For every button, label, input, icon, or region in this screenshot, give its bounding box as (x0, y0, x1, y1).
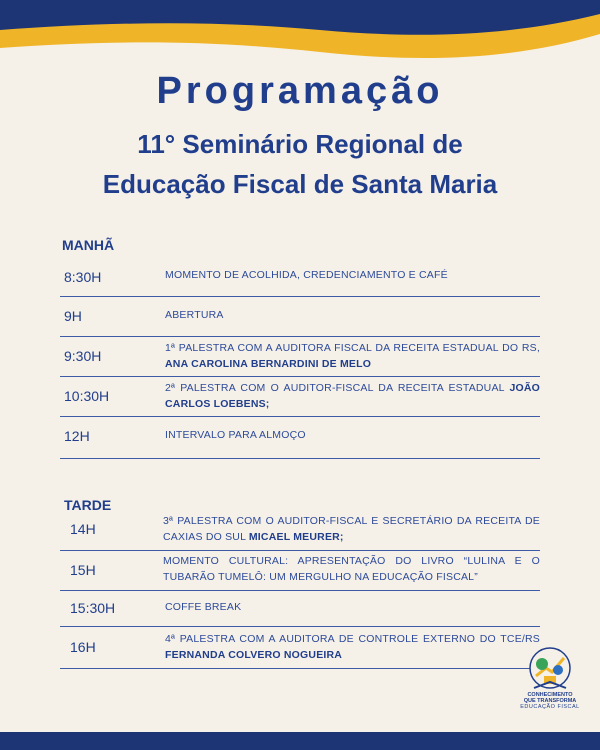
schedule-time: 9H (64, 308, 82, 324)
schedule-time: 12H (64, 428, 90, 444)
section-label-morning: MANHÃ (62, 237, 115, 253)
schedule-description: MOMENTO CULTURAL: APRESENTAÇÃO DO LIVRO “LULINA E O TUBARÃO TUMELÔ: UM MERGULHO NA EDUCAÇÃO FISCAL” (163, 555, 540, 583)
schedule-row (60, 550, 540, 591)
schedule-row (60, 336, 540, 377)
conhecimento-que-transforma-logo (520, 646, 580, 716)
schedule-row (60, 510, 540, 551)
logo-line-3: EDUCAÇÃO FISCAL (520, 704, 580, 710)
schedule-description: INTERVALO PARA ALMOÇO (165, 429, 306, 441)
subtitle-line-2: Educação Fiscal de Santa Maria (102, 169, 498, 199)
schedule-time: 16H (70, 639, 96, 655)
schedule-description: MOMENTO DE ACOLHIDA, CREDENCIAMENTO E CAFÉ (165, 269, 448, 281)
logo-line-1: CONHECIMENTO (527, 692, 573, 698)
schedule-time: 15H (70, 562, 96, 578)
page-title: Programação (156, 70, 444, 112)
section-label-afternoon: TARDE (64, 497, 112, 513)
schedule-description: 4ª PALESTRA COM A AUDITORA DE CONTROLE EXTERNO DO TCE/RS FERNANDA COLVERO NOGUEIRA (165, 633, 540, 661)
schedule-row (60, 416, 540, 459)
logo-line-2: QUE TRANSFORMA (523, 698, 577, 704)
schedule-description: 3ª PALESTRA COM O AUDITOR-FISCAL E SECRETÁRIO DA RECEITA DE CAXIAS DO SUL MICAEL MEURER; (163, 515, 540, 543)
bottom-bar (0, 732, 600, 750)
schedule-row (60, 376, 540, 417)
speaker-name: FERNANDA COLVERO NOGUEIRA (165, 649, 343, 661)
schedule-row (60, 296, 540, 337)
schedule-description: 2ª PALESTRA COM O AUDITOR-FISCAL DA RECEITA ESTADUAL JOÃO CARLOS LOEBENS; (165, 382, 540, 410)
schedule-time: 10:30H (64, 388, 110, 404)
logo-text (520, 692, 580, 710)
lightbulb-icon (520, 646, 580, 694)
subtitle-line-1: 11° Seminário Regional de (137, 129, 463, 159)
schedule-row (60, 258, 540, 297)
schedule-description: COFFE BREAK (165, 601, 242, 613)
schedule-row (60, 590, 540, 627)
top-wave-decoration (0, 0, 600, 70)
schedule-time: 15:30H (70, 600, 116, 616)
page-subtitle (0, 124, 600, 204)
schedule-row (60, 626, 540, 669)
schedule-description: 1ª PALESTRA COM A AUDITORA FISCAL DA RECEITA ESTADUAL DO RS, ANA CAROLINA BERNARDINI DE MELO (165, 342, 540, 370)
speaker-name: ANA CAROLINA BERNARDINI DE MELO (165, 358, 372, 370)
speaker-name: JOÃO CARLOS LOEBENS; (165, 382, 540, 410)
schedule-time: 8:30H (64, 269, 102, 285)
schedule-time: 14H (70, 521, 96, 537)
schedule-description: ABERTURA (165, 309, 224, 321)
speaker-name: MICAEL MEURER; (248, 531, 344, 543)
schedule-time: 9:30H (64, 348, 102, 364)
